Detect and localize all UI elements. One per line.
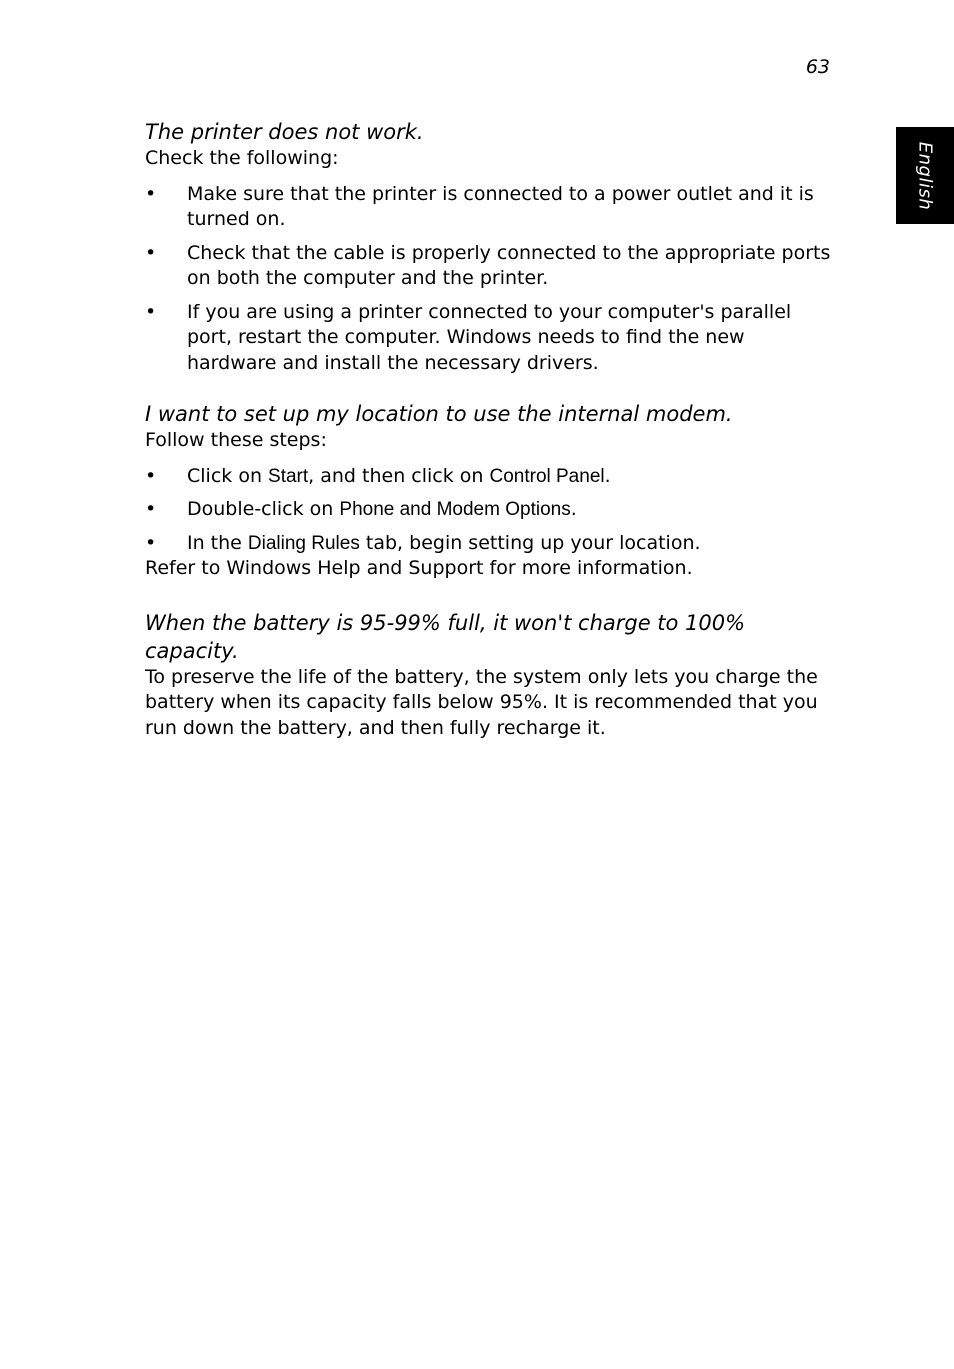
list-item: • Make sure that the printer is connected to a power outlet and it is turned on. bbox=[145, 182, 835, 233]
language-tab bbox=[896, 127, 954, 224]
step-text: . bbox=[604, 464, 611, 487]
page-number: 63 bbox=[805, 56, 830, 78]
page-content bbox=[145, 118, 835, 741]
list-item: • If you are using a printer connected to your computer's parallel port, restart the computer. Windows needs to find the new hardware and install the necessary drivers. bbox=[145, 300, 835, 377]
ui-term-phone-modem-options: Phone and Modem Options bbox=[339, 499, 571, 520]
section-heading: The printer does not work. bbox=[145, 120, 424, 144]
steps-list bbox=[145, 464, 835, 557]
list-item bbox=[145, 531, 835, 557]
ui-term-start: Start bbox=[268, 465, 309, 487]
section-battery bbox=[145, 609, 835, 742]
section-body: To preserve the life of the battery, the system only lets you charge the battery when its capacity falls below 95%. It is recommended that you run down the battery, and then fully recharge it. bbox=[145, 665, 818, 739]
step-text: , and then click on bbox=[308, 464, 490, 487]
list-item bbox=[145, 464, 835, 490]
language-tab-label: English bbox=[914, 141, 936, 210]
step-text: In the bbox=[187, 531, 248, 554]
bullet-list bbox=[145, 182, 835, 377]
section-outro: Refer to Windows Help and Support for more information. bbox=[145, 557, 693, 579]
section-heading: When the battery is 95-99% full, it won't charge to 100% capacity. bbox=[145, 610, 746, 663]
list-item: • Check that the cable is properly connected to the appropriate ports on both the computer and the printer. bbox=[145, 241, 835, 292]
step-text: Double-click on bbox=[187, 498, 340, 520]
step-text: Click on bbox=[187, 464, 269, 487]
step-text: tab, begin setting up your location. bbox=[359, 531, 701, 554]
section-intro: Check the following: bbox=[145, 147, 339, 169]
ui-term-dialing-rules: Dialing Rules bbox=[247, 532, 360, 554]
section-heading: I want to set up my location to use the internal modem. bbox=[145, 402, 733, 426]
step-text: . bbox=[570, 498, 577, 520]
section-intro: Follow these steps: bbox=[145, 429, 327, 451]
ui-term-control-panel: Control Panel bbox=[489, 465, 605, 487]
list-item bbox=[145, 497, 835, 523]
section-printer bbox=[145, 118, 835, 376]
section-modem bbox=[145, 400, 835, 582]
